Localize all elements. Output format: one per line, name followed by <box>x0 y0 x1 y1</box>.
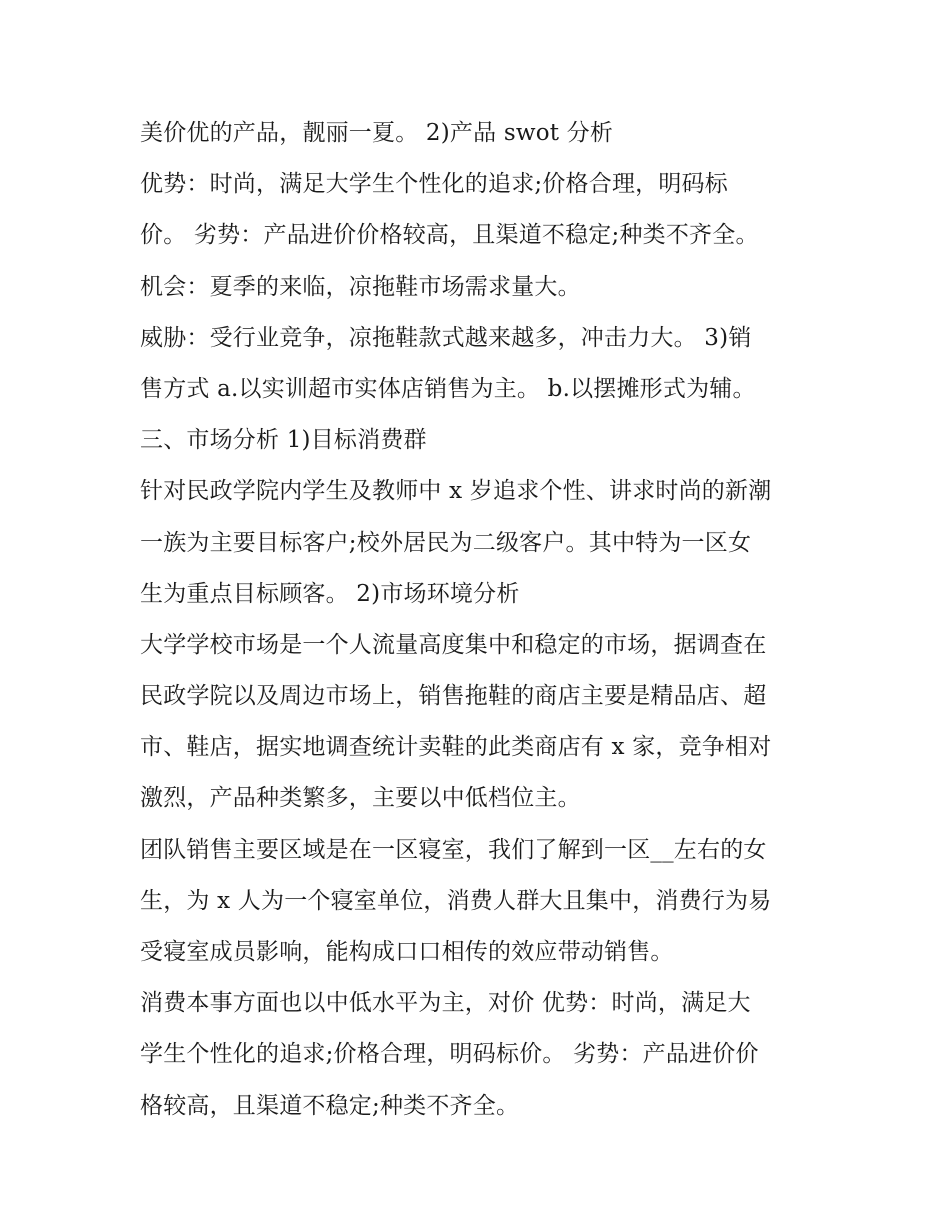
text-line: 生为重点目标顾客。 2)市场环境分析 <box>140 580 520 607</box>
section-heading: 三、市场分析 1)目标消费群 <box>140 427 427 454</box>
text-line: 团队销售主要区域是在一区寝室，我们了解到一区__左右的女 <box>140 836 767 863</box>
text-line: 民政学院以及周边市场上，销售拖鞋的商店主要是精品店、超 <box>140 683 767 710</box>
text-line: 价。 劣势：产品进价价格较高，且渠道不稳定;种类不齐全。 <box>140 222 759 249</box>
text-line: 机会：夏季的来临，凉拖鞋市场需求量大。 <box>140 273 581 300</box>
text-line: 生，为 x 人为一个寝室单位，消费人群大且集中，消费行为易 <box>140 887 772 914</box>
text-line: 优势：时尚，满足大学生个性化的追求;价格合理，明码标 <box>140 171 728 198</box>
text-line: 针对民政学院内学生及教师中 x 岁追求个性、讲求时尚的新潮 <box>140 478 772 505</box>
text-line: 受寝室成员影响，能构成口口相传的效应带动销售。 <box>140 939 674 965</box>
text-line: 市、鞋店，据实地调查统计卖鞋的此类商店有 x 家，竞争相对 <box>140 734 772 761</box>
text-line: 格较高，且渠道不稳定;种类不齐全。 <box>140 1092 520 1119</box>
text-line: 学生个性化的追求;价格合理，明码标价。 劣势：产品进价价 <box>140 1041 759 1068</box>
text-line: 威胁：受行业竞争，凉拖鞋款式越来越多，冲击力大。 3)销 <box>140 324 752 351</box>
text-line: 大学学校市场是一个人流量高度集中和稳定的市场，据调查在 <box>140 631 767 658</box>
text-line: 售方式 a.以实训超市实体店销售为主。 b.以摆摊形式为辅。 <box>140 375 756 402</box>
body-text <box>140 108 820 1132</box>
text-line: 消费本事方面也以中低水平为主，对价 优势：时尚，满足大 <box>140 990 751 1017</box>
text-line: 激烈，产品种类繁多，主要以中低档位主。 <box>140 785 581 812</box>
text-line: 美价优的产品，靓丽一夏。 2)产品 swot 分析 <box>140 120 614 146</box>
text-line: 一族为主要目标客户;校外居民为二级客户。其中特为一区女 <box>140 529 752 556</box>
